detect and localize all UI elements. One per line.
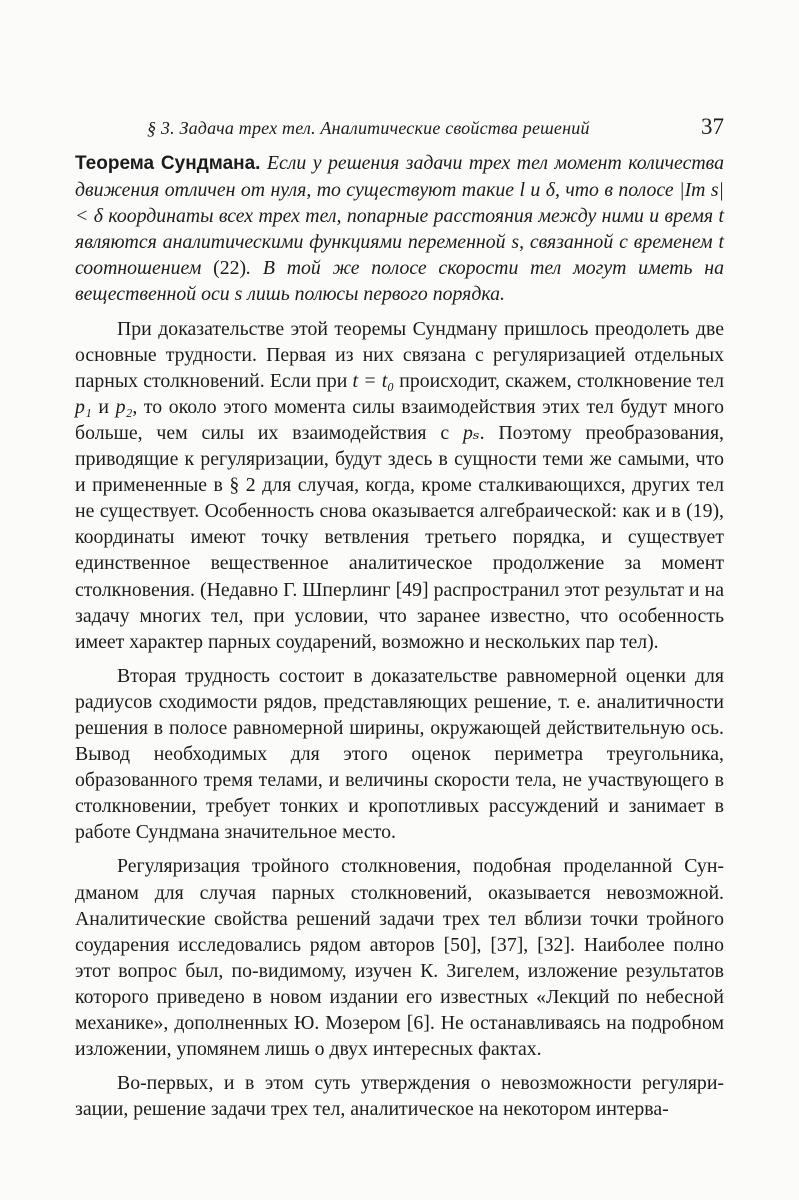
equation-reference: (22) [213,257,247,280]
math-strip: |Im s| < δ [75,179,724,228]
math-delta: δ [545,179,555,202]
theorem-text: являются аналитическими функциями переменной [75,231,512,254]
paragraph-text: При доказательстве этой теоремы Сундману пришлось преодолеть две основные трудности. Первая из них связана с регуляризацией отдельных парных столкновений. Если при [75,317,724,392]
theorem-paragraph [75,150,724,308]
paragraph-text: происходит, скажем, столкновение тел [394,369,724,392]
page-body [75,150,724,1122]
theorem-text: и [525,179,546,202]
paragraph-3: Регуляризация тройного столкновения, подобная проделанной Сундманом для случая парных столкновений, оказывается невозможной. Аналитические свойства решений задачи трех тел вблизи точки тройного соударения исследовались рядом авторов [50], [37], [32]. Наиболее полно этот вопрос был, по-видимому, изучен К. Зигелем, изложение результатов которого приведено в новом издании его известных «Лекций по небесной механике», дополненных Ю. Мозером [6]. Не останавливаясь на подробном изложении, упомянем лишь о двух интересных фактах. [75,855,724,1061]
math-p1: p₁ [75,395,92,418]
theorem-text: координаты всех трех тел, попарные расстояния между ними и время [102,205,719,228]
math-p2: p₂ [115,395,133,418]
theorem-text: лишь полюсы первого порядка. [242,283,505,306]
math-t: t [718,205,724,228]
theorem-text: . В той же полосе скорости тел могут иметь на вещественной оси [75,257,724,306]
theorem-text: Если у решения задачи трех тел момент количества движения отличен от нуля, то существуют такие [75,152,724,202]
paragraph-text: . Поэтому преобразования, приводящие к регуляризации, будут здесь в сущности теми же самыми, что и примененные в § 2 для случая, когда, кроме сталкивающихся, других тел не существует. Особенность снова оказывается алгебраической: как и в (19), координаты имеют точку ветвления третьего порядка, и существует единственное вещественное аналитическое продолжение за момент столкновения. (Недавно Г. Шперлинг [49] распространил этот результат и на задачу многих тел, при условии, что заранее известно, что особенность имеет характер парных соударений, возможно и нескольких пар тел). [75,421,724,653]
paragraph-text: и [91,395,116,418]
theorem-text: , связанной с временем [519,231,719,254]
math-t: t [718,231,725,254]
math-ps: pₛ [463,421,480,444]
page-header [75,116,724,144]
paragraph-text: , то около этого момента силы взаимодействия этих тел будут много больше, чем силы их взаимодействия с [75,395,724,444]
math-s: s [234,283,243,306]
running-head: § 3. Задача трех тел. Аналитические свойства решений [147,118,590,138]
theorem-text: соотношением [75,257,214,280]
math-condition: t = t₀ [352,369,395,392]
paragraph-2: Вторая трудность состоит в доказательстве равномерной оценки для радиусов сходимости рядов, представляющих решение, т. е. аналитичности решения в полосе равномерной ширины, окружающей действительную ось. Вывод необходимых для этого оценок периметра треугольника, образованного тремя телами, и величины скорости тела, не участвующего в столкновении, требует тонких и кропотливых рассуждений и занимает в работе Сундмана значительное место. [75,664,724,844]
math-l: l [519,179,526,202]
paragraph-4: Во-первых, и в этом суть утверждения о невозможности регуляризации, решение задачи трех тел, аналитическое на некотором интерва- [75,1072,724,1121]
math-s: s [511,231,520,254]
page-number: 37 [701,114,724,139]
theorem-label: Теорема Сундмана. [75,153,261,174]
paragraph-1 [75,316,724,655]
theorem-text: , что в полосе [554,179,680,202]
